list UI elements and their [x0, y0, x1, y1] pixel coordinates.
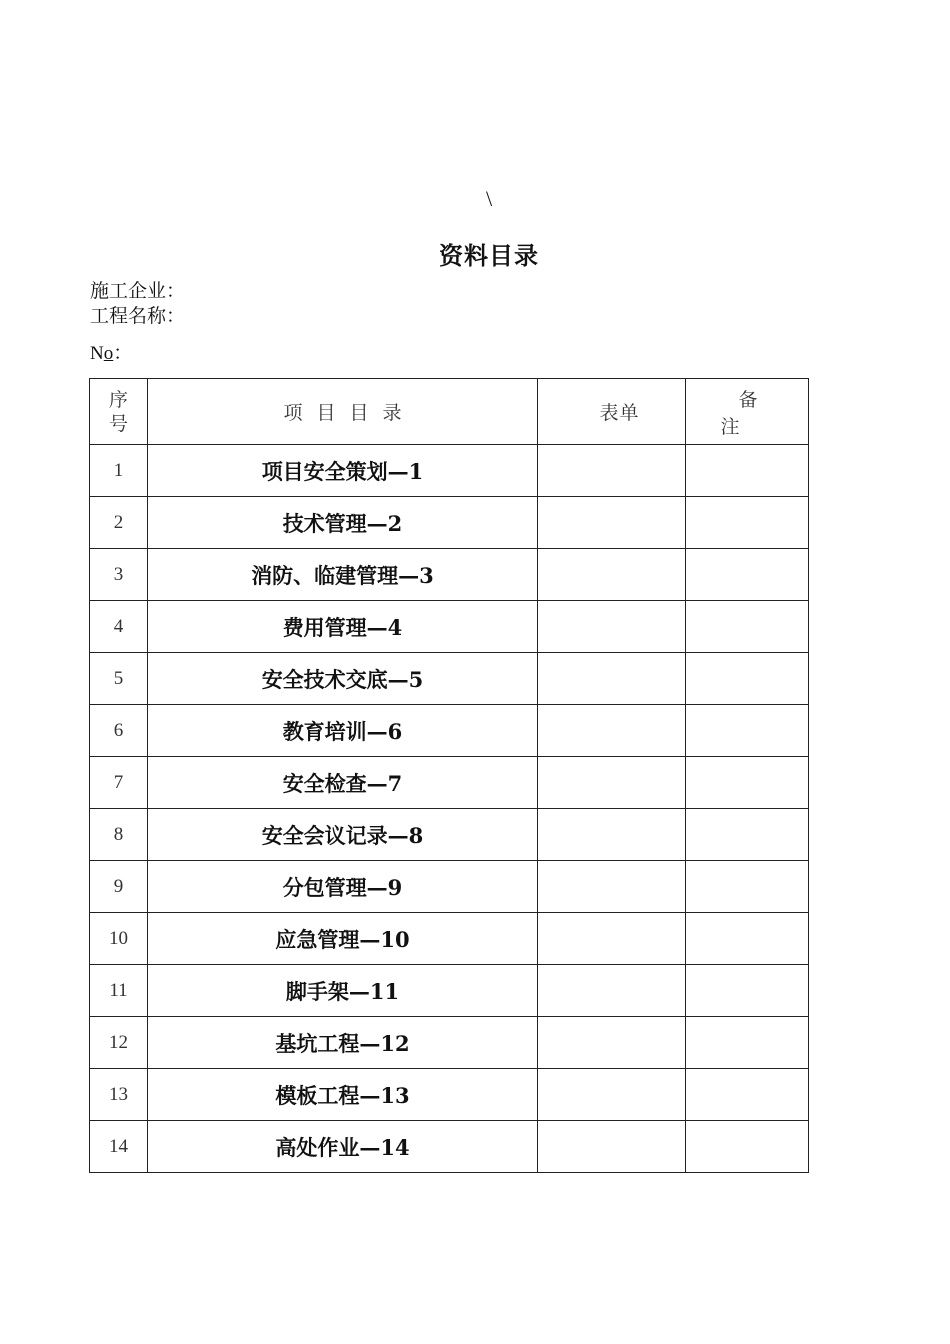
row-item-cell: 安全技术交底—5 — [148, 653, 538, 705]
row-item-cell: 基坑工程—12 — [148, 1017, 538, 1069]
row-form-cell — [538, 913, 686, 965]
row-form-cell — [538, 549, 686, 601]
header-form — [538, 379, 686, 445]
row-form-cell — [538, 757, 686, 809]
table-row — [90, 757, 809, 809]
row-item-cell: 安全检查—7 — [148, 757, 538, 809]
row-note-cell — [686, 497, 809, 549]
row-seq-cell: 6 — [90, 705, 148, 757]
row-note-cell — [686, 757, 809, 809]
header-form-label: 表单 — [599, 402, 640, 424]
company-label: 施工企业： — [90, 280, 186, 302]
row-item-cell: 高处作业—14 — [148, 1121, 538, 1173]
row-note-cell — [686, 1121, 809, 1173]
row-seq-cell: 8 — [90, 809, 148, 861]
row-note-cell — [686, 1069, 809, 1121]
row-note-cell — [686, 861, 809, 913]
row-item-cell: 安全会议记录—8 — [148, 809, 538, 861]
row-seq-cell: 11 — [90, 965, 148, 1017]
row-note-cell — [686, 809, 809, 861]
row-seq-cell: 7 — [90, 757, 148, 809]
header-item-label: 项目目录 — [283, 402, 416, 424]
row-item-cell: 技术管理—2 — [148, 497, 538, 549]
row-item-cell: 分包管理—9 — [148, 861, 538, 913]
table-row — [90, 601, 809, 653]
table-row — [90, 497, 809, 549]
number-label — [90, 342, 132, 366]
row-form-cell — [538, 1017, 686, 1069]
header-mark: \ — [485, 186, 493, 211]
table-row — [90, 549, 809, 601]
header-item — [148, 379, 538, 445]
table-row — [90, 861, 809, 913]
header-note — [686, 379, 809, 445]
row-item-cell: 脚手架—11 — [148, 965, 538, 1017]
page-title: 资料目录 — [439, 241, 539, 270]
header-seq-top: 序 — [108, 388, 128, 411]
row-item-cell: 模板工程—13 — [148, 1069, 538, 1121]
row-form-cell — [538, 601, 686, 653]
row-seq-cell: 4 — [90, 601, 148, 653]
row-form-cell — [538, 1121, 686, 1173]
row-seq-cell: 9 — [90, 861, 148, 913]
row-note-cell — [686, 965, 809, 1017]
header-seq — [90, 379, 148, 445]
row-form-cell — [538, 965, 686, 1017]
number-label-o: o — [103, 343, 114, 364]
row-seq-cell: 2 — [90, 497, 148, 549]
table-row — [90, 705, 809, 757]
row-form-cell — [538, 653, 686, 705]
row-item-cell: 教育培训—6 — [148, 705, 538, 757]
row-item-cell: 费用管理—4 — [148, 601, 538, 653]
row-note-cell — [686, 653, 809, 705]
row-seq-cell: 10 — [90, 913, 148, 965]
table-row — [90, 1121, 809, 1173]
header-seq-bottom: 号 — [108, 412, 128, 435]
row-form-cell — [538, 861, 686, 913]
table-row — [90, 653, 809, 705]
row-note-cell — [686, 705, 809, 757]
table-row — [90, 913, 809, 965]
table-row — [90, 1069, 809, 1121]
number-label-colon: ： — [113, 343, 133, 364]
table-row — [90, 965, 809, 1017]
number-label-n: N — [90, 343, 104, 364]
row-seq-cell: 12 — [90, 1017, 148, 1069]
row-item-cell: 消防、临建管理—3 — [148, 549, 538, 601]
row-form-cell — [538, 809, 686, 861]
row-form-cell — [538, 497, 686, 549]
row-item-cell: 项目安全策划—1 — [148, 445, 538, 497]
catalog-table — [89, 378, 809, 1173]
row-seq-cell: 5 — [90, 653, 148, 705]
project-name-label: 工程名称： — [90, 305, 186, 327]
row-seq-cell: 1 — [90, 445, 148, 497]
row-note-cell — [686, 445, 809, 497]
row-form-cell — [538, 1069, 686, 1121]
row-form-cell — [538, 445, 686, 497]
row-seq-cell: 3 — [90, 549, 148, 601]
header-note-label: 备注 — [720, 388, 792, 438]
table-row — [90, 809, 809, 861]
table-header-row — [90, 379, 809, 445]
row-note-cell — [686, 1017, 809, 1069]
row-note-cell — [686, 913, 809, 965]
row-item-cell: 应急管理—10 — [148, 913, 538, 965]
row-seq-cell: 14 — [90, 1121, 148, 1173]
row-form-cell — [538, 705, 686, 757]
row-seq-cell: 13 — [90, 1069, 148, 1121]
row-note-cell — [686, 601, 809, 653]
table-row — [90, 445, 809, 497]
table-row — [90, 1017, 809, 1069]
row-note-cell — [686, 549, 809, 601]
